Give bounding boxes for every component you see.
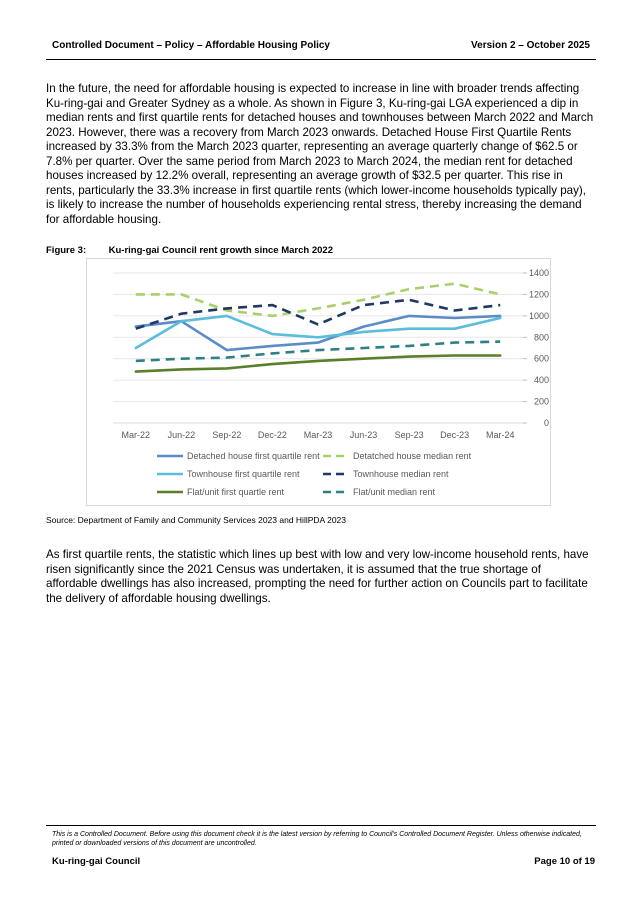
y-tick-label: 0 <box>543 418 549 428</box>
x-tick-label: Dec-22 <box>257 430 287 440</box>
figure-caption <box>46 245 333 256</box>
footer-divider <box>46 825 596 826</box>
header-version: Version 2 – October 2025 <box>471 40 590 51</box>
footer-organisation: Ku-ring-gai Council <box>52 856 141 867</box>
rent-growth-chart <box>86 258 551 506</box>
y-tick-label: 600 <box>533 353 549 364</box>
x-tick-label: Dec-23 <box>440 430 470 440</box>
legend-label: Townhouse median rent <box>353 469 449 479</box>
series-line-5 <box>136 356 500 372</box>
x-tick-label: Mar-23 <box>303 430 333 440</box>
legend-label: Townhouse first quartile rent <box>187 469 300 479</box>
y-tick-label: 1400 <box>528 268 549 278</box>
body-paragraph-2: As first quartile rents, the statistic which lines up best with low and very low-income household rents, have risen significantly since the 2021 Census was undertaken, it is assumed that the true shortage of affordable dwellings has also increased, prompting the need for further action on Councils part to facilitate the delivery of affordable housing dwellings. <box>46 548 589 605</box>
x-tick-label: Sep-22 <box>212 430 242 440</box>
x-tick-label: Jun-23 <box>349 430 378 440</box>
y-tick-label: 1000 <box>528 310 549 321</box>
series-line-2 <box>136 284 500 316</box>
x-tick-label: Sep-23 <box>394 430 424 440</box>
legend-label: Flat/unit median rent <box>353 487 436 497</box>
legend-label: Detatched house median rent <box>353 451 472 461</box>
y-tick-label: 200 <box>533 396 549 407</box>
series-line-4 <box>136 300 500 329</box>
page-header <box>46 40 596 60</box>
figure-title: Ku-ring-gai Council rent growth since March 2022 <box>108 245 333 256</box>
x-tick-label: Mar-22 <box>121 430 151 440</box>
legend-label: Detached house first quartile rent <box>187 451 320 461</box>
figure-source: Source: Department of Family and Community Services 2023 and HillPDA 2023 <box>46 515 347 525</box>
chart-svg <box>87 259 552 507</box>
footer-page-number: Page 10 of 19 <box>534 856 595 867</box>
body-paragraph-1: In the future, the need for affordable housing is expected to increase in line with broader trends affecting Ku-ring-gai and Greater Sydney as a whole. As shown in Figure 3, Ku-ring-gai LGA experienced a dip in median rents and first quartile rents for detached houses and townhouses between March 2022 and March 2023. However, there was a recovery from March 2023 onwards. Detached House First Quartile Rents increased by 33.3% from the March 2023 quarter, representing an average quarterly change of $62.5 or 7.8% per quarter. Over the same period from March 2023 to March 2024, the median rent for detached houses increased by 12.2% overall, representing an average growth of $32.5 per quarter. This rise in rents, particularly the 33.3% increase in first quartile rents (which lower-income households typically pay), is likely to increase the number of households experiencing rental stress, thereby increasing the demand for affordable housing. <box>46 82 594 226</box>
y-tick-label: 400 <box>533 375 549 386</box>
legend-label: Flat/unit first quartle rent <box>187 487 285 497</box>
x-tick-label: Jun-22 <box>167 430 196 440</box>
figure-number: Figure 3: <box>46 245 87 256</box>
x-tick-label: Mar-24 <box>485 430 515 440</box>
y-tick-label: 1200 <box>528 289 549 300</box>
header-document-title: Controlled Document – Policy – Affordable Housing Policy <box>52 40 330 51</box>
y-tick-label: 800 <box>533 332 549 343</box>
footer-control-note: This is a Controlled Document. Before using this document check it is the latest version by referring to Council's Controlled Document Register. Unless otherwise indicated, printed or downloaded versions of this document are uncontrolled. <box>52 831 582 847</box>
series-line-6 <box>136 342 500 361</box>
